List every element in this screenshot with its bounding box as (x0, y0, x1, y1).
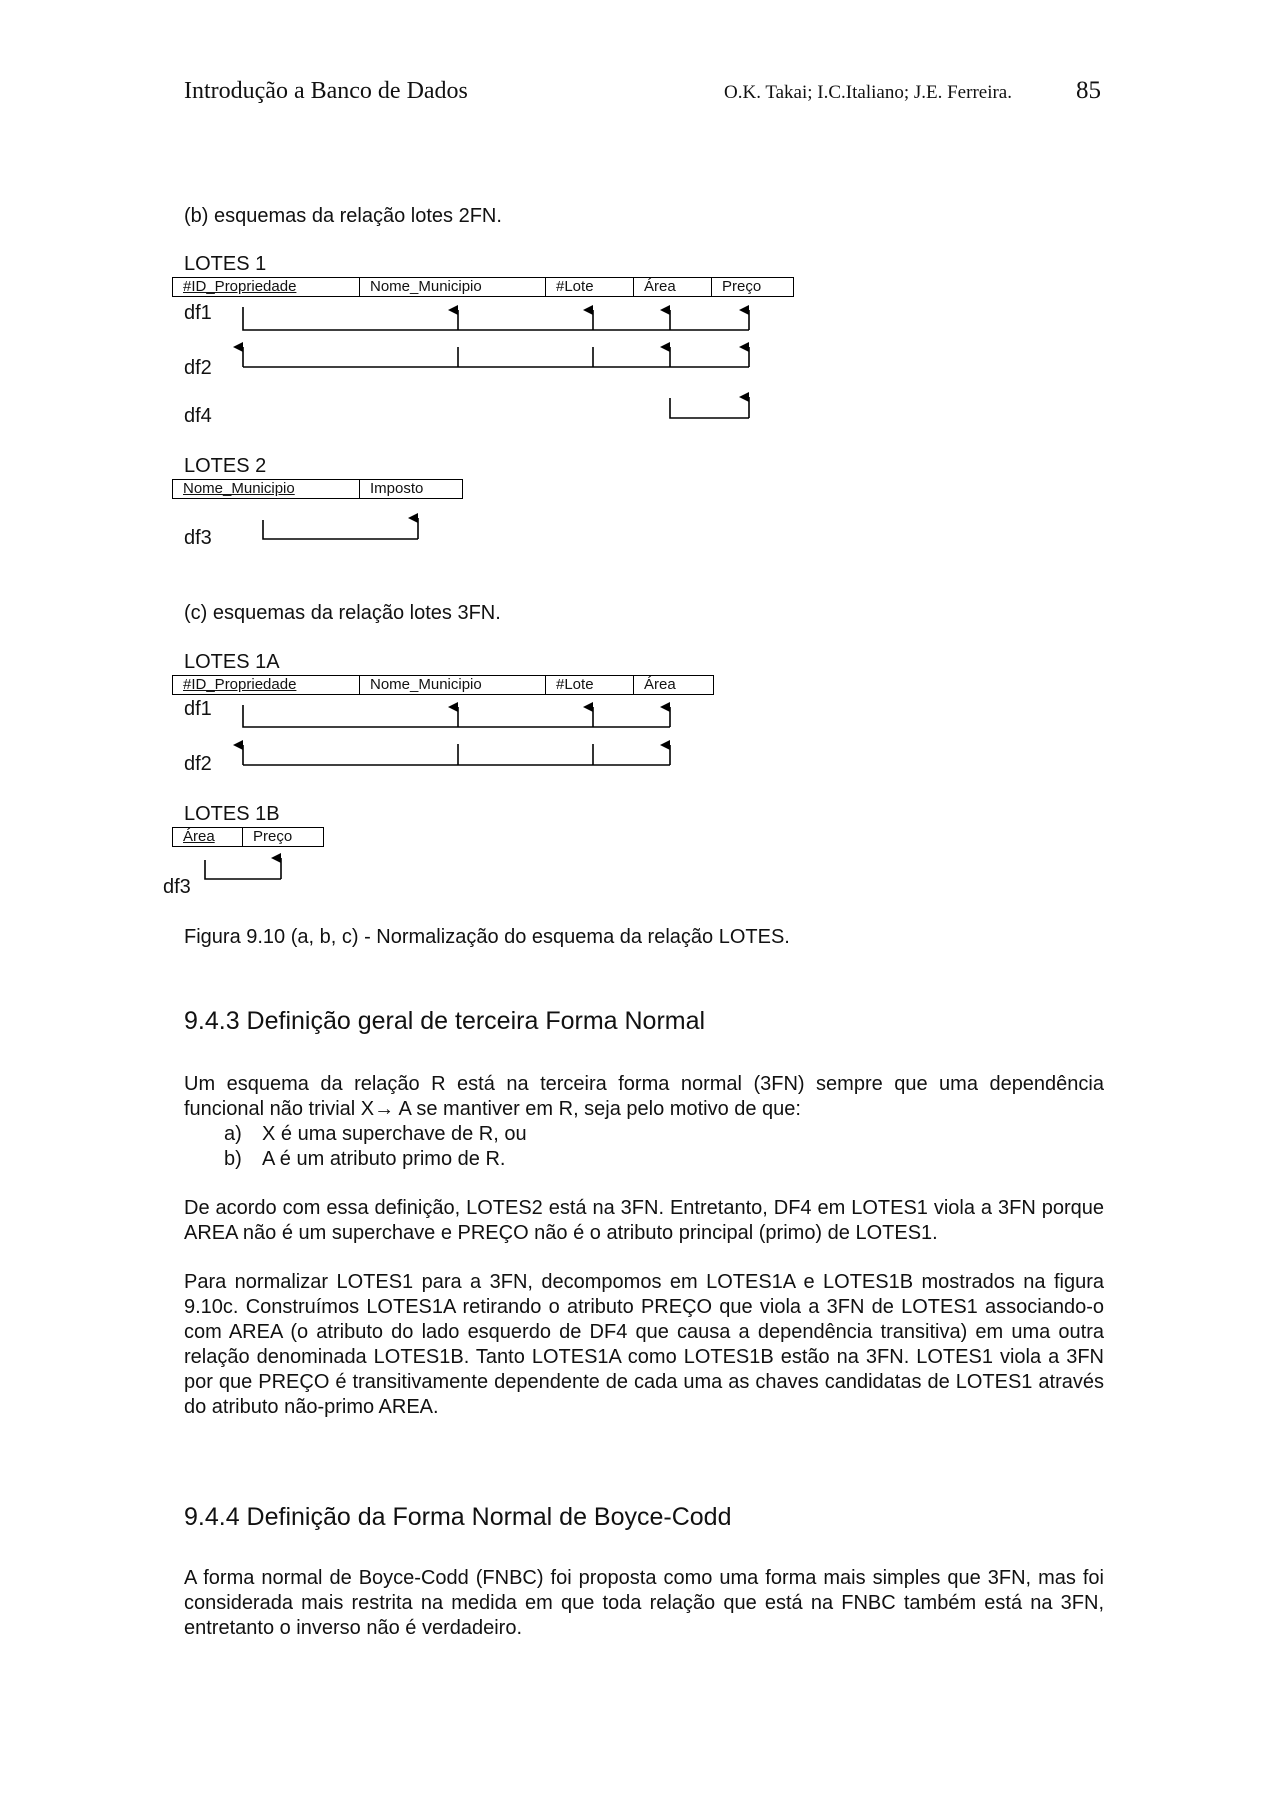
attr-nome-municipio: Nome_Municipio (360, 676, 546, 694)
df-label-df2: df2 (184, 357, 212, 379)
list-marker-b: b) (224, 1148, 242, 1170)
attr-area: Área (173, 828, 243, 846)
section-heading-944: 9.4.4 Definição da Forma Normal de Boyce-Codd (184, 1503, 732, 1531)
df2-arrow-lotes1a (243, 744, 670, 765)
attr-lote: #Lote (546, 676, 634, 694)
paragraph-normalize-lotes1: Para normalizar LOTES1 para a 3FN, decompomos em LOTES1A e LOTES1B mostrados na figura 9.10c. Construímos LOTES1A retirando o atributo PREÇO que viola a 3FN de LOTES1 associando-o com AREA (o atributo do lado esquerdo de DF4 que causa a dependência transitiva) em uma outra relação denominada LOTES1B. Tanto LOTES1A como LOTES1B estão na 3FN. LOTES1 viola a 3FN por que PREÇO é transitivamente dependente de cada uma as chaves candidatas de LOTES1 através do atributo não-primo AREA. (184, 1271, 1104, 1418)
list-item-a: X é uma superchave de R, ou (262, 1123, 527, 1145)
attr-preco: Preço (722, 278, 762, 295)
paragraph-fnbc: A forma normal de Boyce-Codd (FNBC) foi proposta como uma forma mais simples que 3FN, mas foi considerada mais restrita na medida em que toda relação que está na FNBC também está na 3FN, entretanto o inverso não é verdadeiro. (184, 1567, 1104, 1639)
df-label-df1: df1 (184, 302, 212, 324)
figure-caption: Figura 9.10 (a, b, c) - Normalização do esquema da relação LOTES. (184, 926, 790, 948)
relation-name-lotes1b: LOTES 1B (184, 803, 280, 825)
attr-preco: Preço (253, 828, 293, 845)
df-label-df2: df2 (184, 753, 212, 775)
list-marker-a: a) (224, 1123, 242, 1145)
relation-name-lotes2: LOTES 2 (184, 455, 267, 477)
df3-arrow-lotes2 (263, 518, 418, 539)
figure-part-c-caption: (c) esquemas da relação lotes 3FN. (184, 602, 501, 624)
paragraph-3fn-definition: Um esquema da relação R está na terceira forma normal (3FN) sempre que uma dependência funcional não trivial X→ A se mantiver em R, seja pelo motivo de que: (184, 1073, 1104, 1120)
df-label-df1: df1 (184, 698, 212, 720)
attr-lote: #Lote (546, 278, 634, 296)
df2-arrow-lotes1 (243, 347, 749, 367)
df-label-df3: df3 (184, 527, 212, 549)
paragraph-lotes2-3fn: De acordo com essa definição, LOTES2 está na 3FN. Entretanto, DF4 em LOTES1 viola a 3FN porque AREA não é um superchave e PREÇO não é o atributo principal (primo) de LOTES1. (184, 1197, 1104, 1244)
attr-imposto: Imposto (370, 480, 424, 497)
running-header-title: Introdução a Banco de Dados (184, 78, 468, 104)
attr-id-propriedade: #ID_Propriedade (173, 278, 360, 296)
attr-area: Área (634, 278, 712, 296)
attr-id-propriedade: #ID_Propriedade (173, 676, 360, 694)
relation-name-lotes1a: LOTES 1A (184, 651, 280, 673)
df-label-df3: df3 (163, 876, 191, 898)
page-number: 85 (1076, 77, 1101, 104)
relation-name-lotes1: LOTES 1 (184, 253, 267, 275)
df3-arrow-lotes1b (205, 858, 281, 879)
list-item-b: A é um atributo primo de R. (262, 1148, 506, 1170)
attr-nome-municipio: Nome_Municipio (360, 278, 546, 296)
df4-arrow-lotes1 (670, 397, 749, 418)
df-label-df4: df4 (184, 405, 212, 427)
df1-arrow-lotes1 (243, 307, 749, 330)
attr-nome-municipio: Nome_Municipio (173, 480, 360, 498)
section-heading-943: 9.4.3 Definição geral de terceira Forma Normal (184, 1007, 706, 1035)
running-header-authors: O.K. Takai; I.C.Italiano; J.E. Ferreira. (724, 82, 1012, 103)
attr-area: Área (644, 676, 676, 693)
figure-part-b-caption: (b) esquemas da relação lotes 2FN. (184, 205, 502, 227)
df1-arrow-lotes1a (243, 705, 670, 727)
